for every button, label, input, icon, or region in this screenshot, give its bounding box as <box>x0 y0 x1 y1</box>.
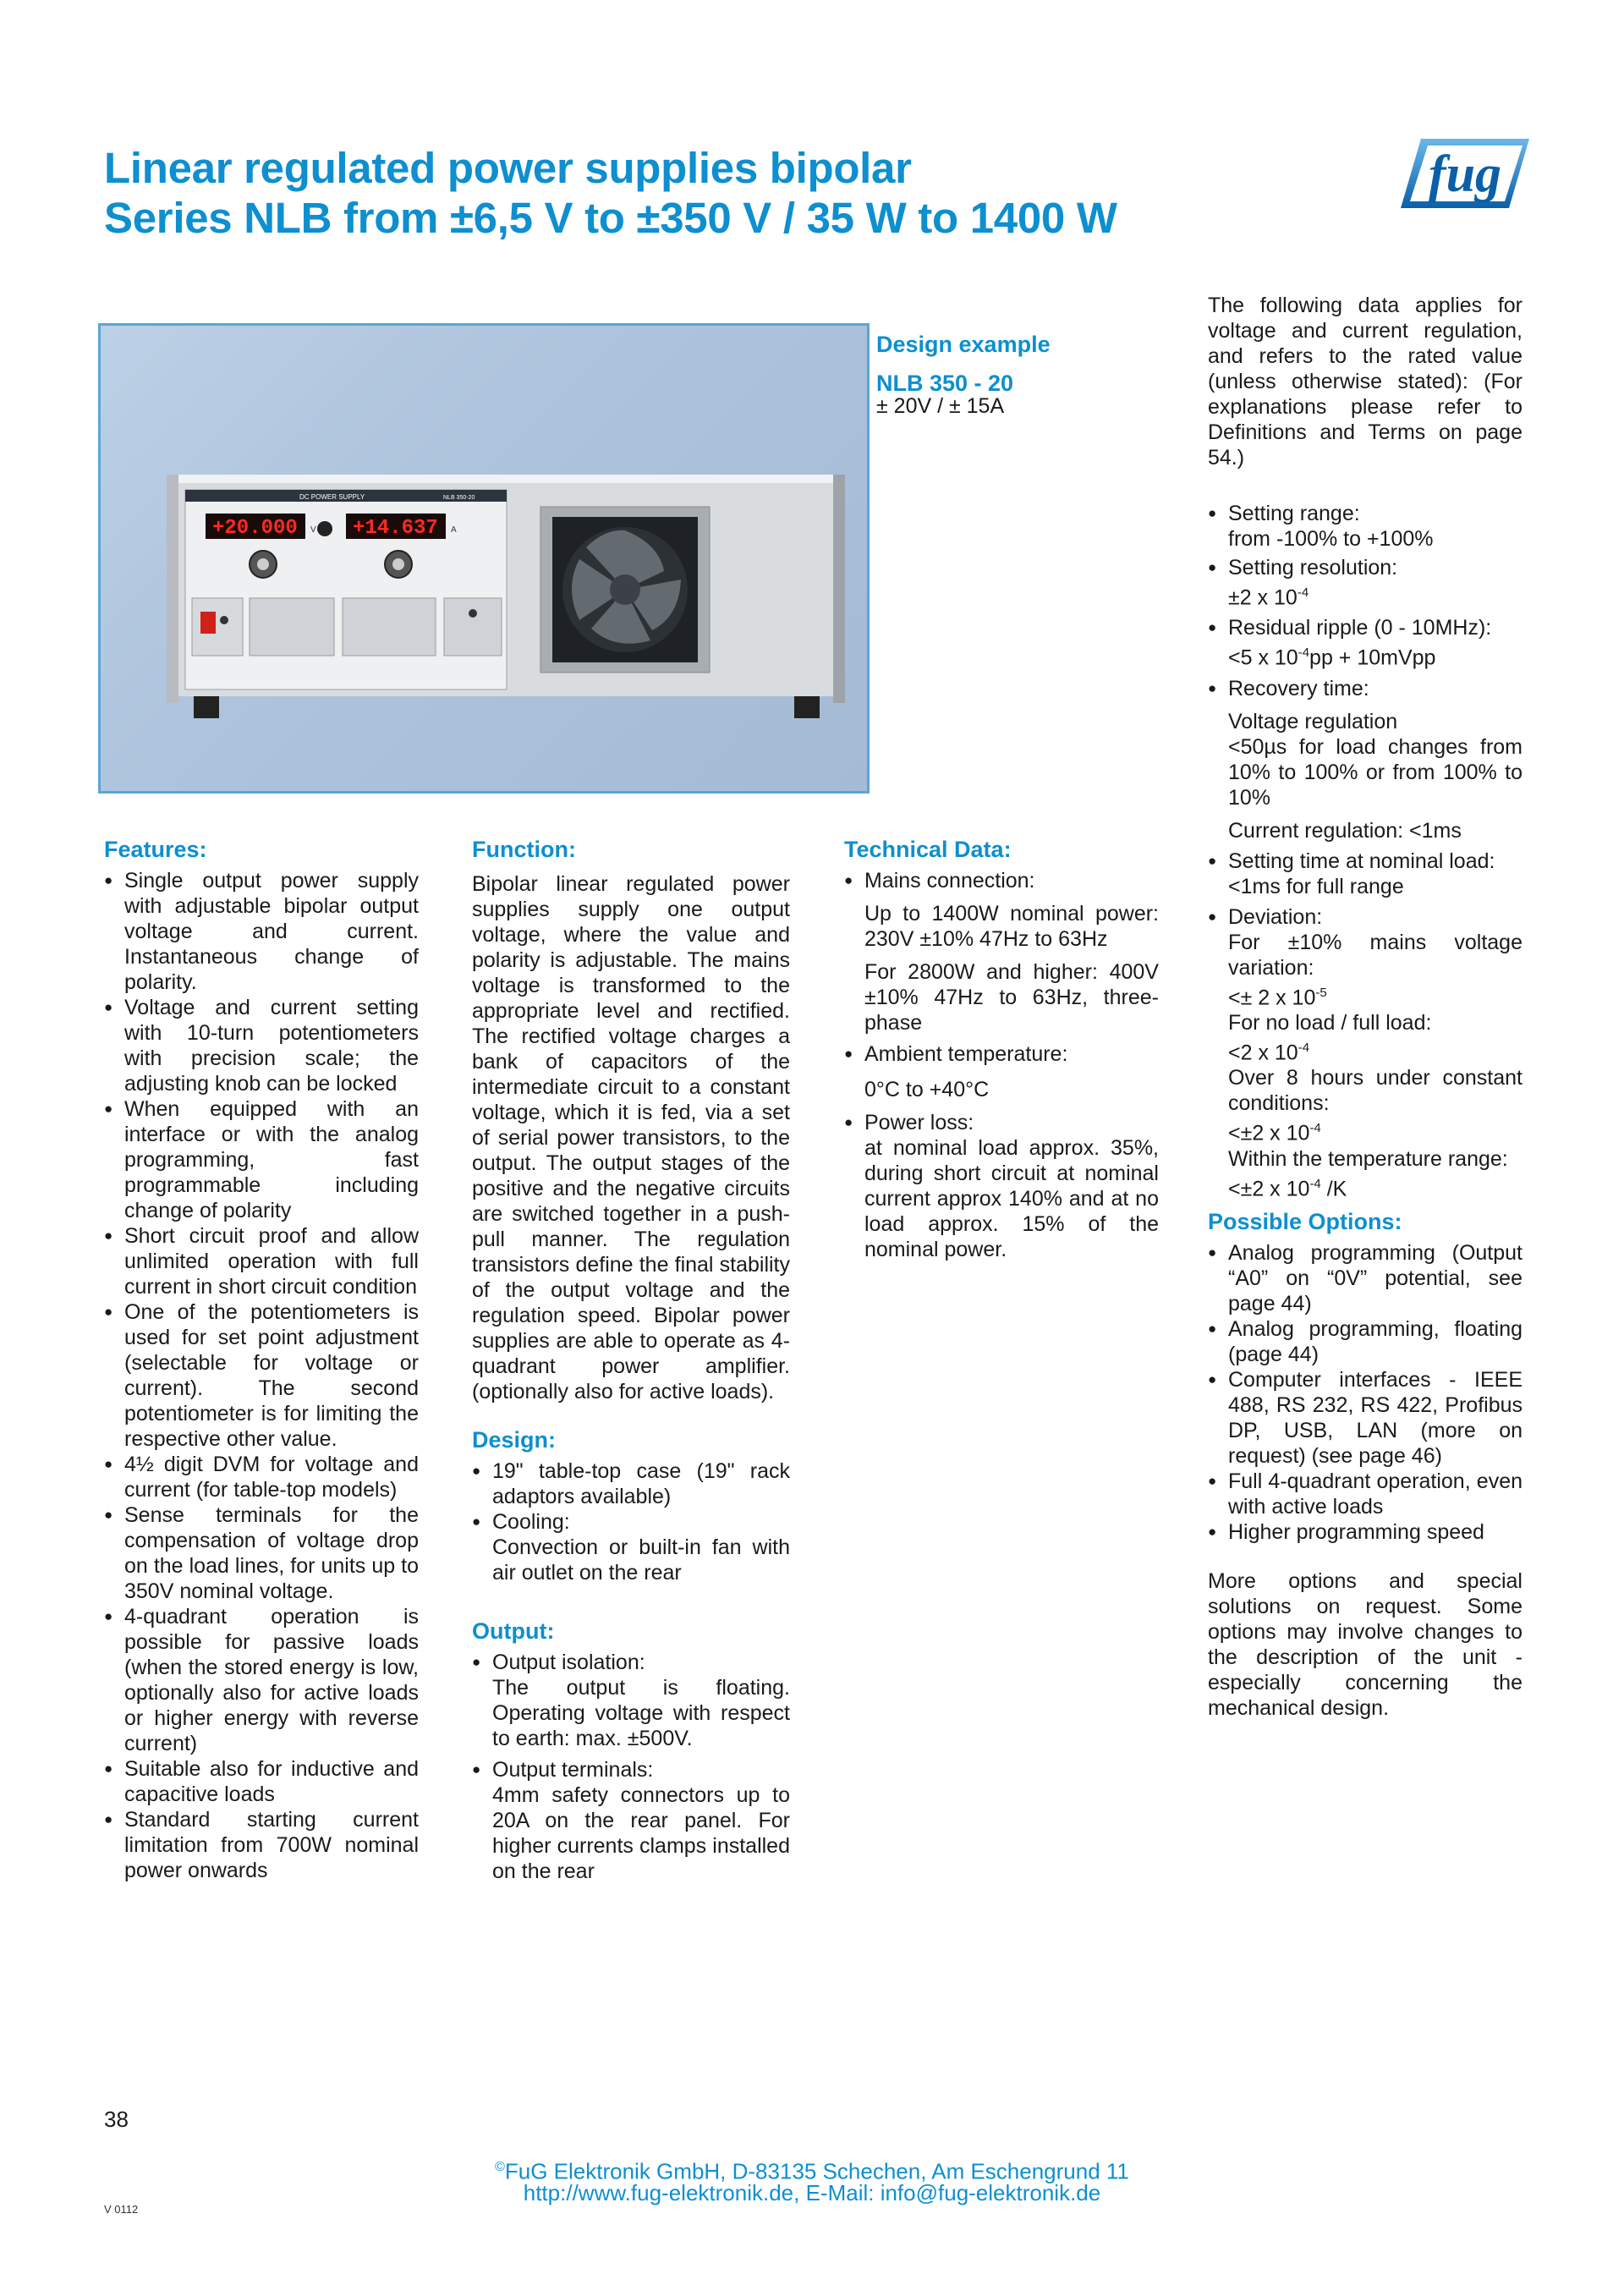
features-list <box>104 868 419 1883</box>
feature-item: ● Single output power supply with adjustable bipolar output voltage and current. Instantaneous change of polarity. <box>104 868 419 995</box>
panel-label: DC POWER SUPPLY <box>299 493 365 501</box>
function-heading: Function: <box>472 837 576 862</box>
svg-text:fug: fug <box>1428 146 1502 203</box>
options-closing: More options and special solutions on request. Some options may involve changes to the description of the unit - especially concerning the mechanical design. <box>1208 1569 1522 1720</box>
svg-text:A: A <box>451 525 457 535</box>
footer-contact: http://www.fug-elektronik.de, E-Mail: info@fug-elektronik.de <box>523 2180 1101 2205</box>
design-example-heading: Design example <box>876 332 1051 357</box>
technical-heading: Technical Data: <box>844 837 1012 862</box>
feature-item: ● Suitable also for inductive and capacitive loads <box>104 1756 419 1807</box>
product-photo <box>98 323 870 794</box>
intro-text: The following data applies for voltage and current regulation, and refers to the rated value (unless otherwise stated): (For explanations please refer to Definitions and Terms on page 54.) <box>1208 294 1522 470</box>
spec-setting-range: ● Setting range: <box>1208 501 1522 526</box>
feature-item: ● Voltage and current setting with 10-turn potentiometers with precision scale; the adjusting knob can be locked <box>104 995 419 1096</box>
design-example-rating: ± 20V / ± 15A <box>876 394 1005 418</box>
feature-item: ● 4-quadrant operation is possible for passive loads (when the stored energy is low, optionally also for active loads or higher energy with reverse current) <box>104 1604 419 1756</box>
feature-item: ● One of the potentiometers is used for set point adjustment (selectable for voltage or current). The second potentiometer is for limiting the respective other value. <box>104 1299 419 1452</box>
feature-item: ● Sense terminals for the compensation of voltage drop on the load lines, for units up to 350V nominal voltage. <box>104 1502 419 1604</box>
design-list: ● 19" table-top case (19" rack adaptors available) ● Cooling: Convection or built-in fan with air outlet on the rear <box>472 1458 790 1585</box>
output-item: ● Output terminals: <box>472 1757 790 1782</box>
voltage-display: +20.000 <box>212 517 298 540</box>
model-label: NLB 350-20 <box>443 495 475 501</box>
page-number: 38 <box>104 2106 129 2132</box>
technical-item: ● Ambient temperature: <box>844 1041 1159 1067</box>
title-line-2: Series NLB from ±6,5 V to ±350 V / 35 W to 1400 W <box>104 194 1117 242</box>
title-line-1: Linear regulated power supplies bipolar <box>104 144 912 192</box>
design-item: ● 19" table-top case (19" rack adaptors available) <box>472 1458 790 1509</box>
spec-resolution: ● Setting resolution: <box>1208 555 1522 580</box>
feature-item: ● 4½ digit DVM for voltage and current (for table-top models) <box>104 1452 419 1502</box>
feature-item: ● Short circuit proof and allow unlimited operation with full current in short circuit condition <box>104 1223 419 1299</box>
spec-ripple: ● Residual ripple (0 - 10MHz): <box>1208 615 1522 640</box>
technical-item: ● Power loss: <box>844 1110 1159 1135</box>
option-item: ● Analog programming (Output “A0” on “0V” potential, see page 44) <box>1208 1240 1522 1316</box>
version-label: V 0112 <box>104 2203 139 2216</box>
function-text: Bipolar linear regulated power supplies supply one output voltage, where the value and polarity is adjustable. The mains voltage is transformed to the appropriate level and rectified. The rectified voltage charges a bank of capacitors of the intermediate circuit to a constant voltage, which it is fed, via a set of serial power transistors, to the output. The output stages of the positive and the negative circuits are switched together in a push-pull manner. The regulation transistors define the final stability of the output voltage and the regulation speed. Bipolar power supplies are able to operate as 4-quadrant power amplifier. (optionally also for active loads). <box>472 872 790 1403</box>
features-heading: Features: <box>104 837 207 862</box>
design-heading: Design: <box>472 1427 557 1453</box>
option-item: ● Computer interfaces - IEEE 488, RS 232, RS 422, Profibus DP, USB, LAN (more on request) (see page 46) <box>1208 1367 1522 1469</box>
fug-logo <box>1399 135 1531 211</box>
options-list <box>1208 1240 1522 1721</box>
feature-item: ● When equipped with an interface or with the analog programming, fast programmable including change of polarity <box>104 1096 419 1223</box>
technical-list: ● Mains connection: Up to 1400W nominal power: 230V ±10% 47Hz to 63Hz For 2800W and higher: 400V ±10% 47Hz to 63Hz, three-phase ● Ambient temperature: 0°C to +40°C ● Power loss: at nominal load approx. 35%, during short circuit at nominal current approx 140% and at no load approx. 15% of the nominal power. <box>844 868 1159 1262</box>
spec-recovery: ● Recovery time: <box>1208 676 1522 701</box>
design-item: ● Cooling: <box>472 1509 790 1535</box>
output-heading: Output: <box>472 1618 555 1644</box>
options-heading: Possible Options: <box>1208 1209 1402 1234</box>
current-display: +14.637 <box>353 517 438 540</box>
technical-item: ● Mains connection: <box>844 868 1159 893</box>
footer-address: ©FuG Elektronik GmbH, D-83135 Schechen, Am Eschengrund 11 <box>495 2158 1129 2184</box>
option-item: ● Higher programming speed <box>1208 1519 1522 1545</box>
spec-deviation: ● Deviation: <box>1208 904 1522 930</box>
option-item: ● Full 4-quadrant operation, even with active loads <box>1208 1469 1522 1519</box>
spec-settling: ● Setting time at nominal load: <box>1208 849 1522 874</box>
svg-text:V: V <box>310 525 316 535</box>
design-example-model: NLB 350 - 20 <box>876 371 1014 396</box>
output-item: ● Output isolation: <box>472 1650 790 1675</box>
feature-item: ● Standard starting current limitation from 700W nominal power onwards <box>104 1807 419 1883</box>
output-list: ● Output isolation: The output is floating. Operating voltage with respect to earth: max. ±500V. ● Output terminals: 4mm safety connectors up to 20A on the rear panel. For higher currents clamps installed on the rear <box>472 1650 790 1884</box>
spec-list: ● Setting range: from -100% to +100% ● Setting resolution: ±2 x $10^{-4}$ ● Residual ripple (0 - 10MHz): <5 x $10^{-4}pp$ + 10mVpp ● Recovery time: Voltage regulation <50µs for load changes from 10% to 100% or from 100% to 10% Current regulation: <1ms ● Setting time at nominal load: <1ms for full range ● Deviation: For ±10% mains voltage variation: <± 2 x $10^{-5}$ For no load / full load: <2 x $10^{-4}$ Over 8 hours under constant conditions: <±2 x $10^{-4}$ Within the temperature range: <±2 x $10^{-4}$ /K <box>1208 501 1522 1201</box>
option-item: ● Analog programming, floating (page 44) <box>1208 1316 1522 1367</box>
